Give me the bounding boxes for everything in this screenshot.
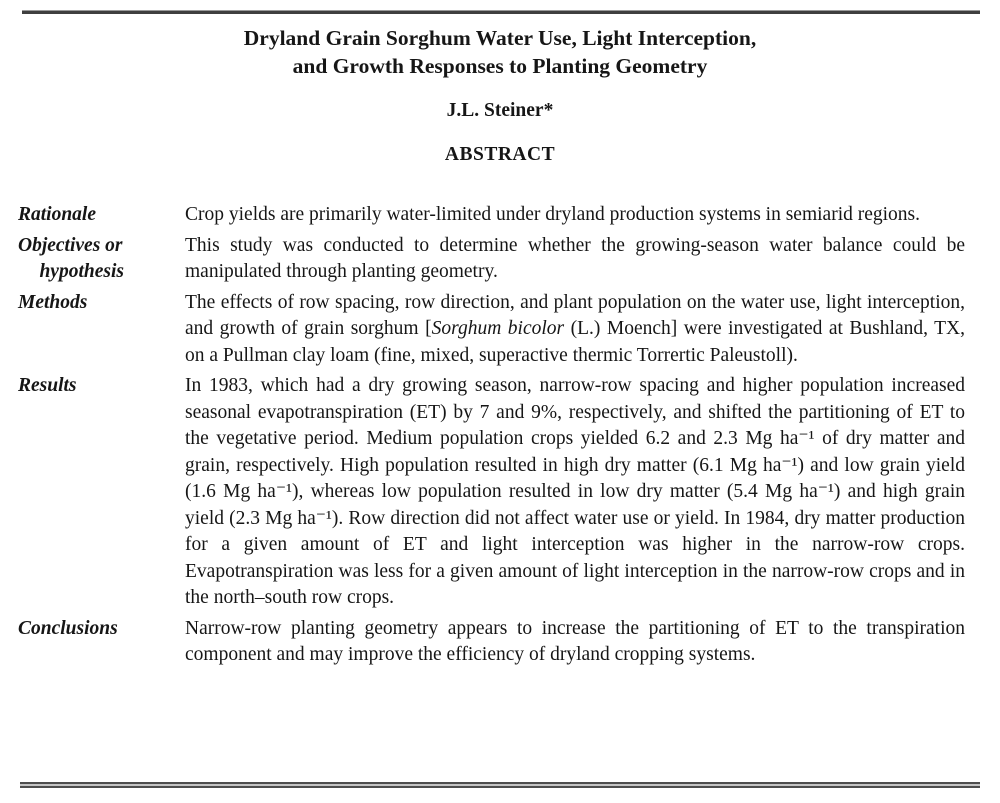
section-body: Crop yields are primarily water-limited under dryland production systems in semiarid regions. bbox=[185, 204, 921, 225]
section-label: Methods bbox=[18, 291, 88, 313]
bottom-divider-rule bbox=[20, 782, 980, 788]
article-title bbox=[0, 24, 1000, 80]
author-byline: J.L. Steiner* bbox=[446, 100, 554, 121]
section-row-results bbox=[18, 373, 965, 612]
section-label: Rationale bbox=[18, 204, 97, 225]
section-body: In 1983, which had a dry growing season, narrow-row spacing and higher population increased seasonal evapotranspiration (ET) by 7 and 9%, respectively, and shifted the partitioning of ET to the vegetative period. Medium population crops yielded 6.2 and 2.3 Mg ha⁻¹ of dry matter and grain, respectively. High population resulted in high dry matter (6.1 Mg ha⁻¹) and low grain yield (1.6 Mg ha⁻¹), whereas low population resulted in low dry matter (5.4 Mg ha⁻¹) and high grain yield (2.3 Mg ha⁻¹). Row direction did not affect water use or yield. In 1984, dry matter production for a given amount of ET and light interception was higher in the narrow-row crops. Evapotranspiration was less for a given amount of light interception in the narrow-row crops and in the north–south row crops. bbox=[185, 375, 965, 608]
paper-header bbox=[0, 0, 1000, 168]
section-row-methods bbox=[18, 290, 965, 370]
section-body: Narrow-row planting geometry appears to increase the partitioning of ET to the transpiration component and may improve the efficiency of dryland cropping systems. bbox=[185, 617, 965, 665]
abstract-sections bbox=[18, 202, 965, 669]
top-divider-rule bbox=[22, 10, 980, 14]
abstract-heading: ABSTRACT bbox=[444, 144, 556, 165]
section-label: Conclusions bbox=[18, 617, 118, 639]
section-row-conclusions bbox=[18, 616, 965, 669]
section-body: The effects of row spacing, row direction, and plant population on the water use, light interception, and growth of grain sorghum [Sorghum bicolor (L.) Moench] were investigated at Bushland, TX, on a Pullman clay loam (fine, mixed, superactive thermic Torrertic Paleustoll). bbox=[185, 291, 965, 366]
section-row-objectives bbox=[18, 233, 965, 286]
section-label: Results bbox=[18, 375, 77, 396]
article-title-line1: Dryland Grain Sorghum Water Use, Light Interception, bbox=[243, 26, 757, 50]
section-label: Objectives or hypothesis bbox=[18, 234, 124, 282]
section-body: This study was conducted to determine whether the growing-season water balance could be manipulated through planting geometry. bbox=[185, 234, 965, 282]
article-title-line2: and Growth Responses to Planting Geometry bbox=[292, 54, 708, 78]
section-row-rationale bbox=[18, 202, 965, 229]
